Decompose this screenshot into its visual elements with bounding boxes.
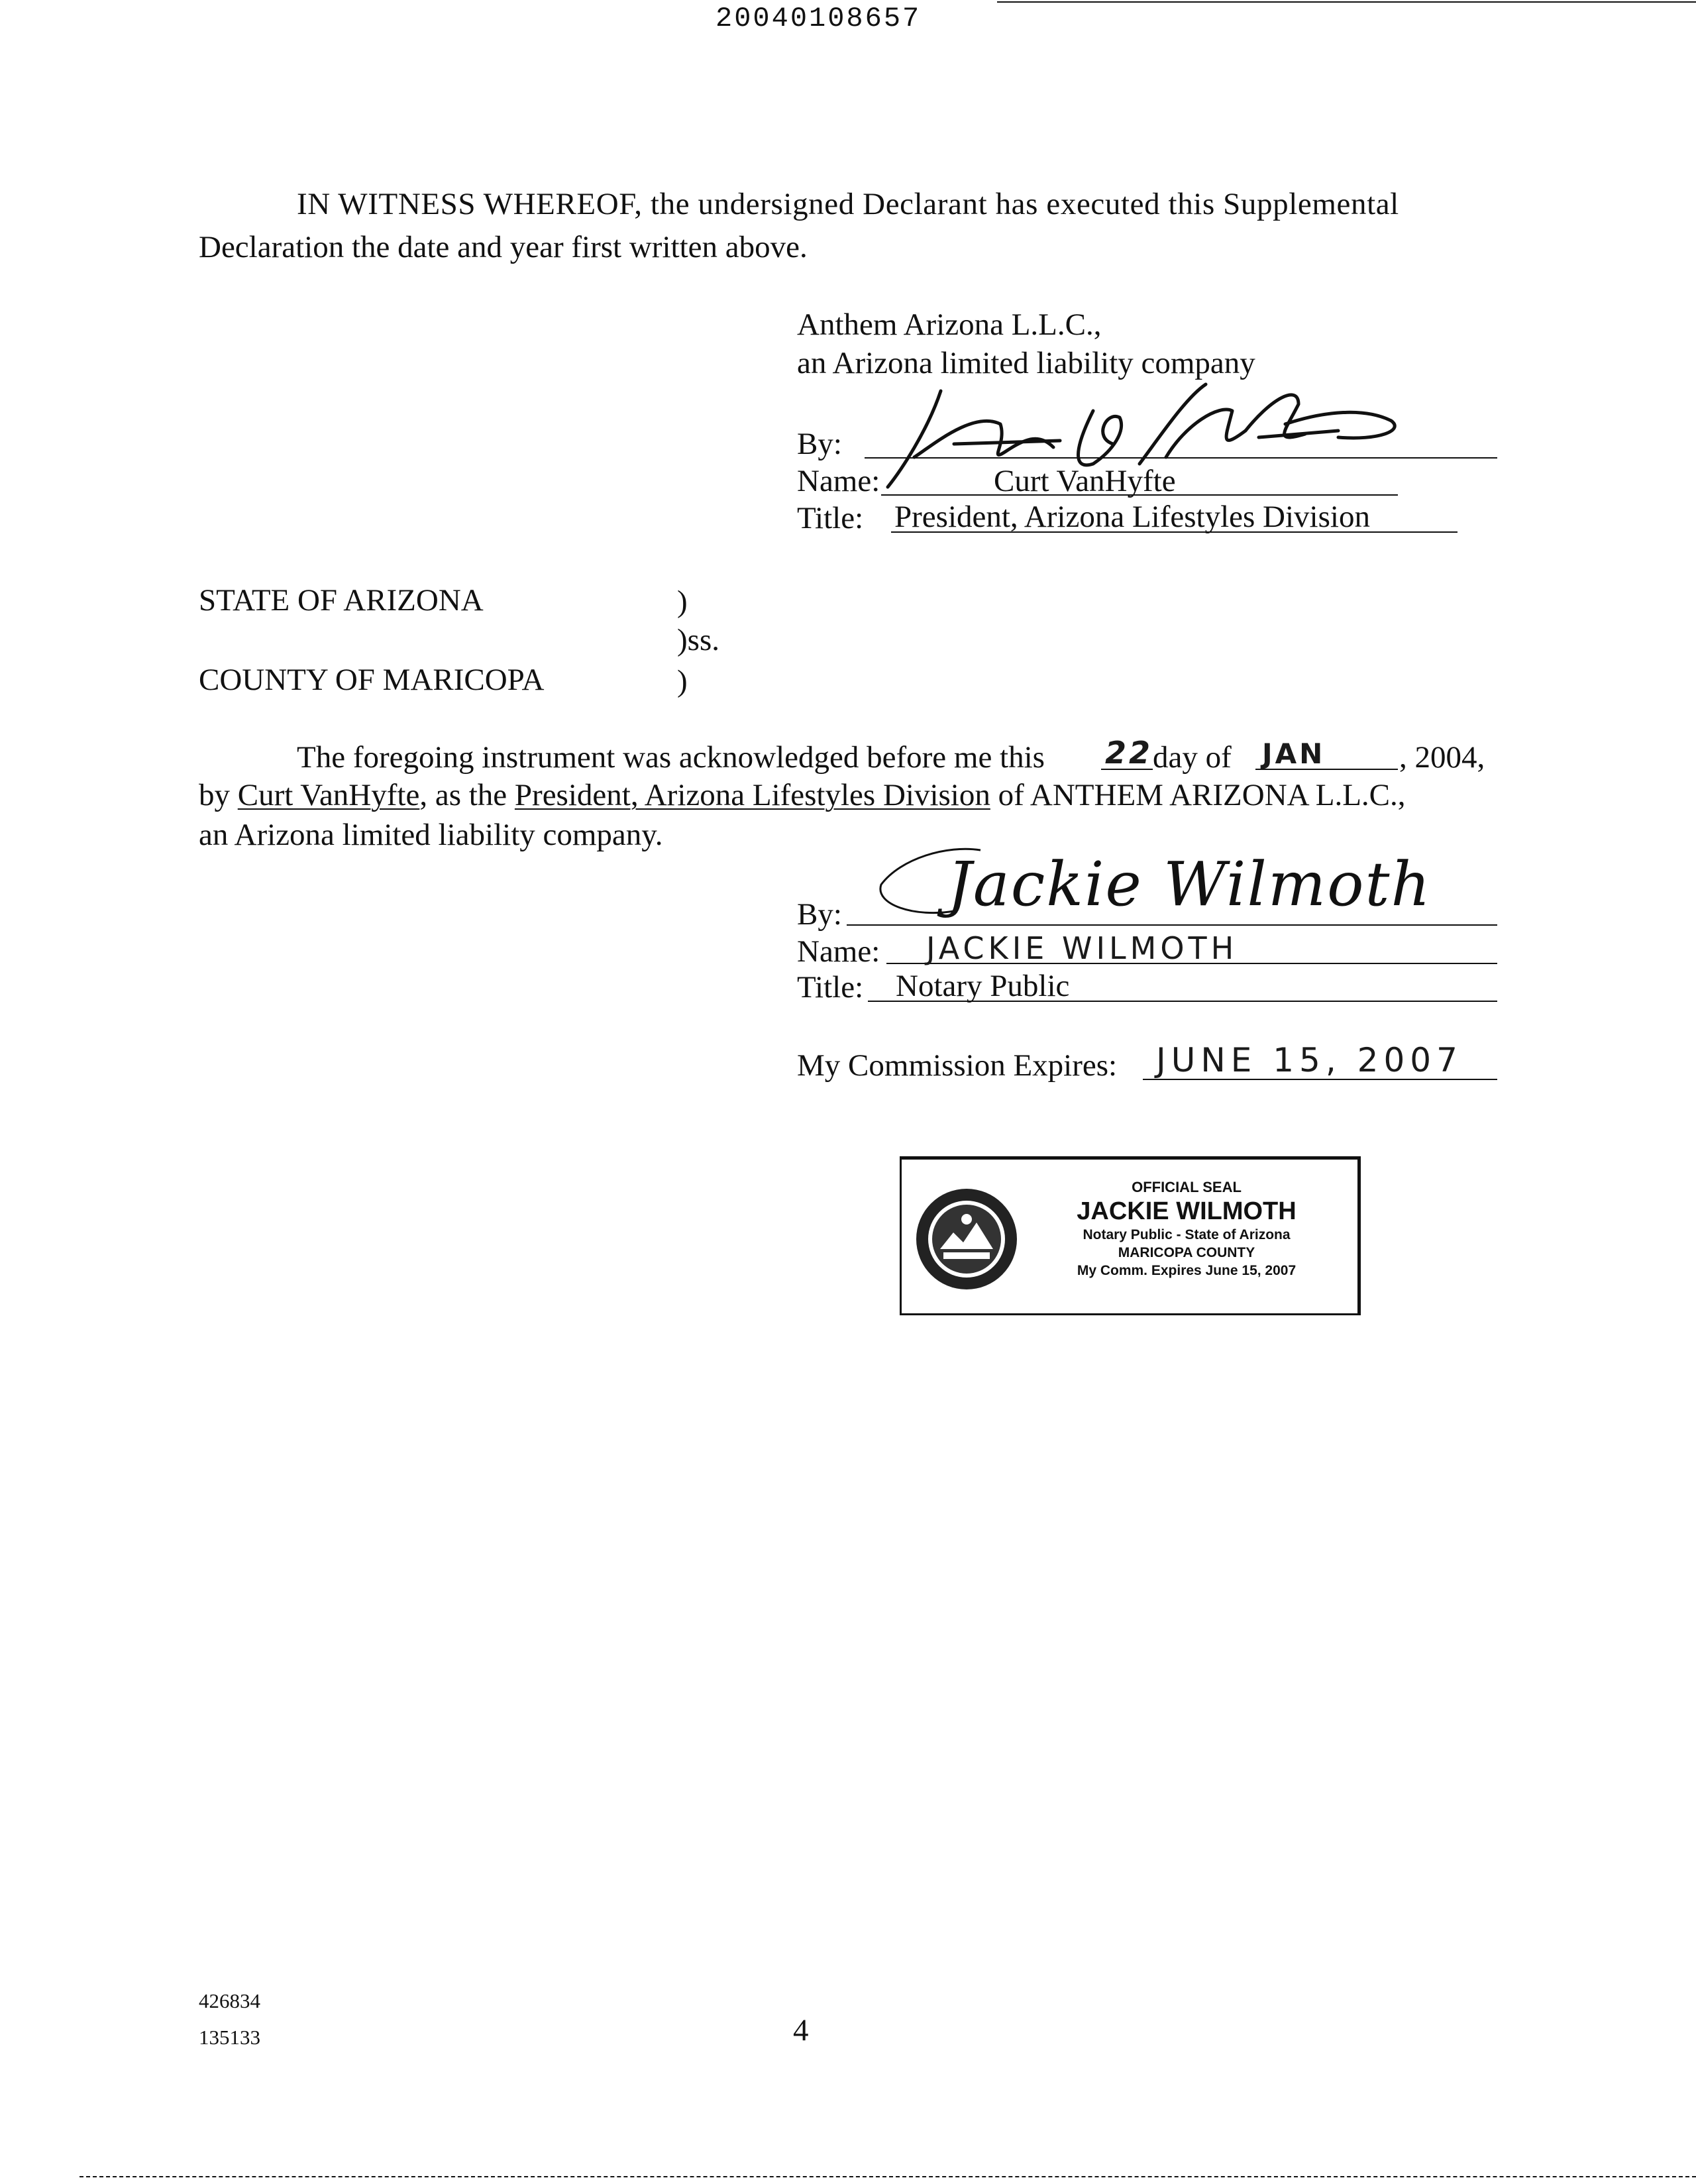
notary-by-label: By: <box>797 897 842 932</box>
notary-signature-image: Jackie Wilmoth <box>947 849 1432 920</box>
seal-line-3: My Comm. Expires June 15, 2007 <box>1077 1263 1297 1278</box>
seal-name: JACKIE WILMOTH <box>1077 1197 1297 1225</box>
venue-ss: )ss. <box>677 623 719 657</box>
ack-line-1-pre: The foregoing instrument was acknowledged before me this <box>297 740 1045 775</box>
company-name-value: Curt VanHyfte <box>994 464 1176 498</box>
ack-month-line <box>1255 769 1398 770</box>
venue-state: STATE OF ARIZONA <box>199 583 484 618</box>
ack-as: , as the <box>419 778 507 812</box>
ack-line-3: an Arizona limited liability company. <box>199 818 663 852</box>
venue-paren-2: ) <box>677 664 688 698</box>
notary-title-value: Notary Public <box>896 969 1070 1003</box>
notary-signature-line <box>847 924 1497 926</box>
witness-line-2: Declaration the date and year first written above. <box>199 230 808 264</box>
notary-title-label: Title: <box>797 970 864 1005</box>
document-number: 20040108657 <box>716 3 922 34</box>
seal-text-block <box>1021 1173 1352 1280</box>
arizona-state-seal-icon <box>914 1186 1020 1292</box>
company-by-label: By: <box>797 427 842 461</box>
footer-code-2: 135133 <box>199 2026 260 2049</box>
notary-name-label: Name: <box>797 934 880 969</box>
official-seal <box>900 1156 1361 1315</box>
witness-line-1: IN WITNESS WHEREOF, the undersigned Declarant has executed this Supplemental <box>297 187 1399 221</box>
notary-signature-flourish <box>874 845 994 924</box>
ack-of: of ANTHEM ARIZONA L.L.C., <box>998 778 1406 812</box>
commission-value: JUNE 15, 2007 <box>1156 1041 1463 1079</box>
ack-day-value: 22 <box>1105 735 1153 771</box>
ack-line-2 <box>199 777 1406 814</box>
ack-line-1-post: , 2004, <box>1399 740 1485 775</box>
page-number: 4 <box>793 2013 809 2048</box>
company-title-label: Title: <box>797 501 864 535</box>
company-name-label: Name: <box>797 464 880 498</box>
commission-label: My Commission Expires: <box>797 1048 1118 1083</box>
footer-code-1: 426834 <box>199 1989 260 2012</box>
seal-line-1: Notary Public - State of Arizona <box>1083 1227 1291 1242</box>
company-description: an Arizona limited liability company <box>797 346 1255 380</box>
seal-heading: OFFICIAL SEAL <box>1132 1179 1242 1195</box>
ack-role: President, Arizona Lifestyles Division <box>514 778 990 812</box>
venue-paren-1: ) <box>677 584 688 619</box>
notary-name-value: JACKIE WILMOTH <box>926 930 1238 966</box>
company-name: Anthem Arizona L.L.C., <box>797 307 1102 342</box>
ack-day-line <box>1101 769 1153 770</box>
company-title-value: President, Arizona Lifestyles Division <box>894 500 1370 534</box>
ack-line-1-mid: day of <box>1153 740 1232 775</box>
header-rule <box>997 1 1696 3</box>
ack-person: Curt VanHyfte <box>237 778 420 812</box>
ack-by: by <box>199 778 230 812</box>
ack-month-value: JAN <box>1262 737 1326 770</box>
footer-rule <box>80 2176 1696 2177</box>
venue-county: COUNTY OF MARICOPA <box>199 663 545 697</box>
seal-line-2: MARICOPA COUNTY <box>1118 1245 1255 1260</box>
